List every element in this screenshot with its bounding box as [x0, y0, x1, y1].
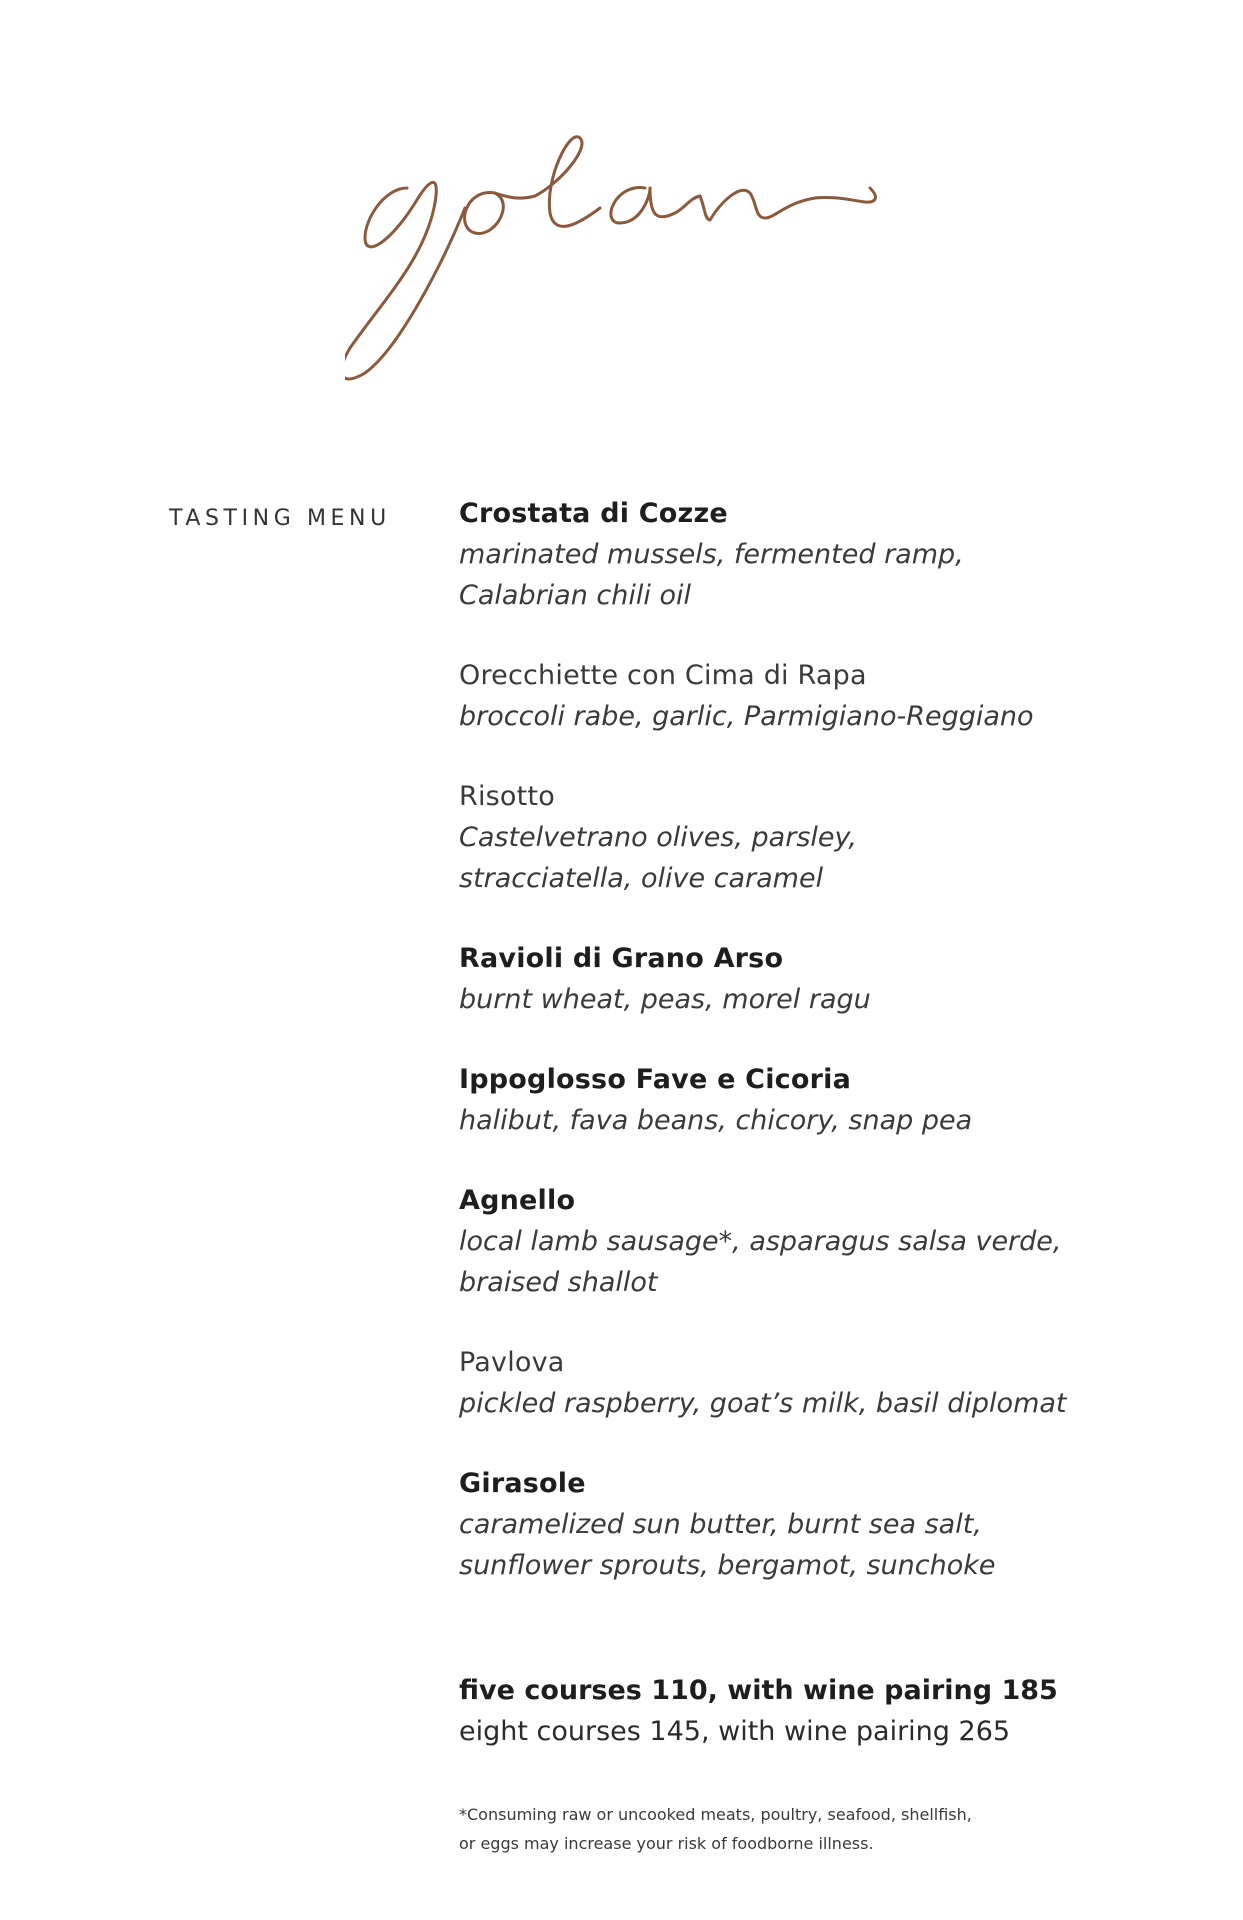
course-item	[459, 939, 1179, 1020]
course-item	[459, 494, 1179, 616]
course-description-line: burnt wheat, peas, morel ragu	[459, 984, 871, 1015]
logo-o-stroke	[465, 193, 535, 234]
course-name: Crostata di Cozze	[459, 498, 728, 529]
course-item	[459, 1181, 1179, 1303]
course-description-line: caramelized sun butter, burnt sea salt,	[459, 1509, 982, 1540]
course-description-line: local lamb sausage*, asparagus salsa verde,	[459, 1226, 1062, 1257]
logo-l-stroke	[535, 137, 600, 227]
course-description-line: pickled raspberry, goat’s milk, basil diplomat	[459, 1388, 1067, 1419]
disclaimer-line: *Consuming raw or uncooked meats, poultry, seafood, shellfish,	[459, 1805, 972, 1824]
food-safety-disclaimer	[459, 1800, 1019, 1858]
course-name: Agnello	[459, 1185, 576, 1216]
logo-a-stroke	[611, 188, 700, 223]
course-description-line: broccoli rabe, garlic, Parmigiano-Reggiano	[459, 701, 1034, 732]
price-eight-courses: eight courses 145, with wine pairing 265	[459, 1716, 1011, 1747]
disclaimer-line: or eggs may increase your risk of foodborne illness.	[459, 1834, 874, 1853]
course-item	[459, 1464, 1179, 1586]
course-name: Pavlova	[459, 1347, 565, 1378]
yolan-logo	[345, 128, 905, 388]
course-name: Orecchiette con Cima di Rapa	[459, 660, 867, 691]
pricing-block	[459, 1670, 1058, 1752]
section-label: TASTING MENU	[169, 506, 391, 531]
course-description-line: braised shallot	[459, 1267, 658, 1298]
course-item	[459, 656, 1179, 737]
course-name: Ippoglosso Fave e Cicoria	[459, 1064, 851, 1095]
logo-y-stroke	[345, 182, 465, 379]
course-item	[459, 1060, 1179, 1141]
course-name: Risotto	[459, 781, 555, 812]
course-description-line: marinated mussels, fermented ramp,	[459, 539, 964, 570]
course-description-line: sunflower sprouts, bergamot, sunchoke	[459, 1550, 996, 1581]
course-description-line: halibut, fava beans, chicory, snap pea	[459, 1105, 973, 1136]
course-description-line: Calabrian chili oil	[459, 580, 691, 611]
tasting-menu-list	[459, 494, 1179, 1626]
logo-n-stroke	[700, 188, 875, 220]
course-item	[459, 777, 1179, 899]
course-description-line: stracciatella, olive caramel	[459, 863, 824, 894]
course-item	[459, 1343, 1179, 1424]
course-name: Ravioli di Grano Arso	[459, 943, 784, 974]
course-description-line: Castelvetrano olives, parsley,	[459, 822, 857, 853]
course-name: Girasole	[459, 1468, 586, 1499]
price-five-courses: five courses 110, with wine pairing 185	[459, 1675, 1058, 1706]
